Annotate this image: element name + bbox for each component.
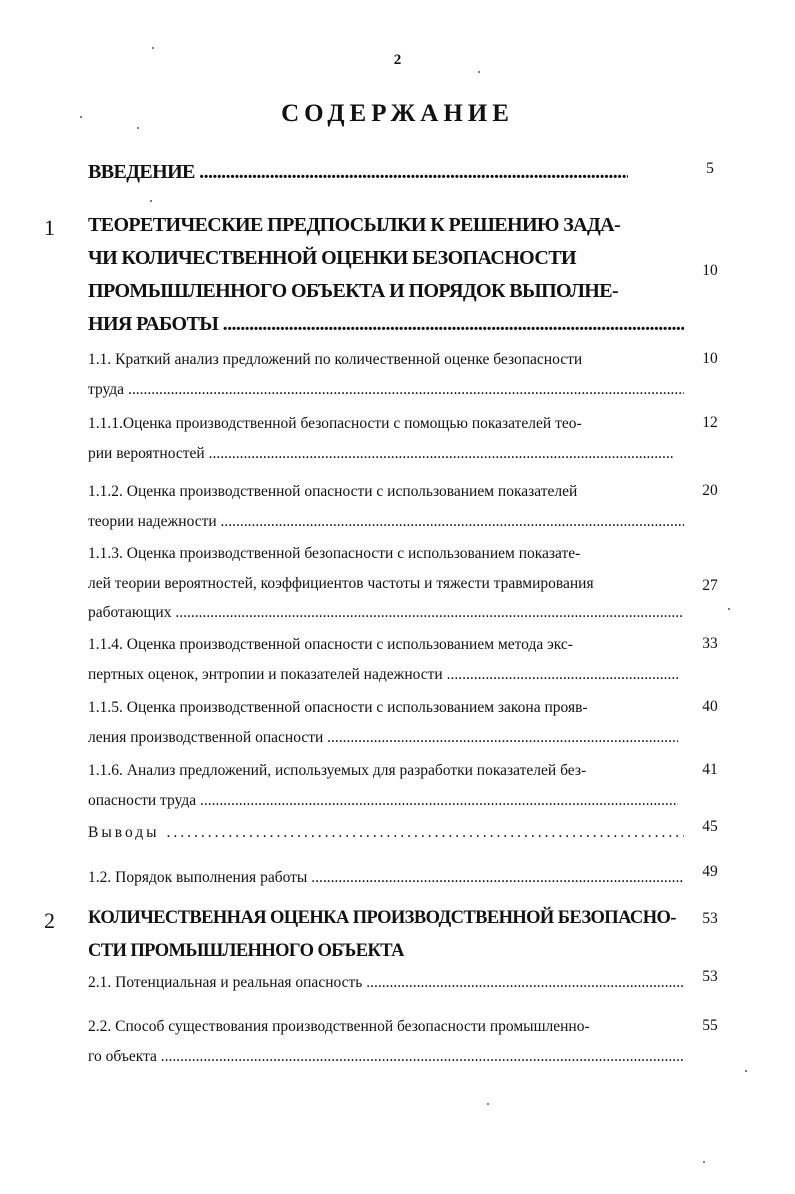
toc-entry-line: НИЯ РАБОТЫ ..... [88,308,684,341]
toc-entry-line: ления производственной опасности ..... [88,723,678,753]
toc-entry-line: работающих ..... [88,598,684,628]
toc-entry-line: теории надежности ..... [88,507,684,537]
toc-entry-line: ВВЕДЕНИЕ ..... [88,156,628,189]
toc-entry-section[interactable] [0,756,795,816]
chapter-number: 1 [44,215,55,240]
toc-entry-section[interactable] [0,539,795,629]
toc-entry-line: ТЕОРЕТИЧЕСКИЕ ПРЕДПОСЫЛКИ К РЕШЕНИЮ ЗАДА- [88,214,621,236]
toc-entry-chapter-1[interactable] [0,209,795,345]
toc-title: СОДЕРЖАНИЕ [281,100,514,127]
toc-entry-chapter-2[interactable] [0,902,795,968]
toc-entry-line: 1.1.4. Оценка производственной опасности с использованием метода экс- [88,636,573,653]
toc-entry-line: 1.1.1.Оценка производственной безопасности с помощью показателей тео- [88,415,582,432]
toc-entry-line: Выводы ..... [88,818,684,848]
toc-entry-page: 20 [702,482,718,499]
toc-entry-line: 1.1.3. Оценка производственной безопасности с использованием показате- [88,545,581,562]
toc-entry-line: 1.1.6. Анализ предложений, используемых для разработки показателей без- [88,762,587,779]
toc-entry-line: ПРОМЫШЛЕННОГО ОБЪЕКТА И ПОРЯДОК ВЫПОЛНЕ- [88,280,619,302]
toc-entry-page: 12 [702,414,718,431]
toc-entry-page: 10 [702,350,718,367]
toc-entry-section[interactable] [0,968,795,998]
scan-speck [728,608,730,610]
toc-entry-line: труда ..... [88,375,684,405]
page-number: 2 [393,52,402,68]
scan-speck [137,127,139,129]
toc-entry-page: 53 [702,968,718,985]
toc-entry-page: 53 [702,910,718,927]
scan-speck [152,47,154,49]
scan-speck [150,200,152,202]
toc-entry-page: 41 [702,761,718,778]
toc-entry-conclusions[interactable] [0,818,795,848]
toc-entry-line: КОЛИЧЕСТВЕННАЯ ОЦЕНКА ПРОИЗВОДСТВЕННОЙ БЕЗОПАСНО- [88,908,676,928]
toc-entry-page: 49 [702,863,718,880]
toc-entry-line: ЧИ КОЛИЧЕСТВЕННОЙ ОЦЕНКИ БЕЗОПАСНОСТИ [88,247,576,269]
toc-entry-section[interactable] [0,863,795,893]
toc-entry-page: 45 [702,818,718,835]
toc-entry-line: 1.1.5. Оценка производственной опасности с использованием закона прояв- [88,699,588,716]
toc-entry-section[interactable] [0,345,795,405]
toc-entry-line: 2.1. Потенциальная и реальная опасность ..... [88,968,684,998]
toc-entry-line: 1.2. Порядок выполнения работы ..... [88,863,684,893]
toc-entry-page: 55 [702,1017,718,1034]
toc-entry-intro[interactable] [0,156,795,192]
toc-entry-line: лей теории вероятностей, коэффициентов частоты и тяжести травмирования [88,574,594,592]
toc-entry-line: опасности труда ..... [88,786,678,816]
toc-entry-section[interactable] [0,693,795,753]
toc-entry-line: рии вероятностей ..... [88,439,673,469]
chapter-number: 2 [44,908,55,933]
scan-speck [703,1161,705,1163]
scan-speck [80,116,82,118]
scan-speck [487,1103,489,1105]
scan-speck [745,1070,747,1072]
toc-entry-line: СТИ ПРОМЫШЛЕННОГО ОБЪЕКТА [88,941,404,961]
toc-entry-line: 2.2. Способ существования производственной безопасности промышленно- [88,1018,590,1035]
toc-entry-section[interactable] [0,409,795,469]
toc-entry-line: 1.1.2. Оценка производственной опасности с использованием показателей [88,483,578,500]
scan-speck [478,71,480,73]
toc-entry-section[interactable] [0,630,795,690]
toc-entry-section[interactable] [0,1012,795,1072]
toc-entry-page: 27 [702,577,718,594]
toc-entry-line: го объекта ..... [88,1042,683,1072]
toc-entry-page: 10 [702,262,718,279]
toc-entry-page: 33 [702,635,718,652]
toc-entry-line: пертных оценок, энтропии и показателей надежности ..... [88,660,678,690]
toc-entry-section[interactable] [0,477,795,537]
toc-entry-page: 40 [702,698,718,715]
toc-entry-page: 5 [706,160,714,177]
toc-entry-line: 1.1. Краткий анализ предложений по количественной оценке безопасности [88,351,583,368]
